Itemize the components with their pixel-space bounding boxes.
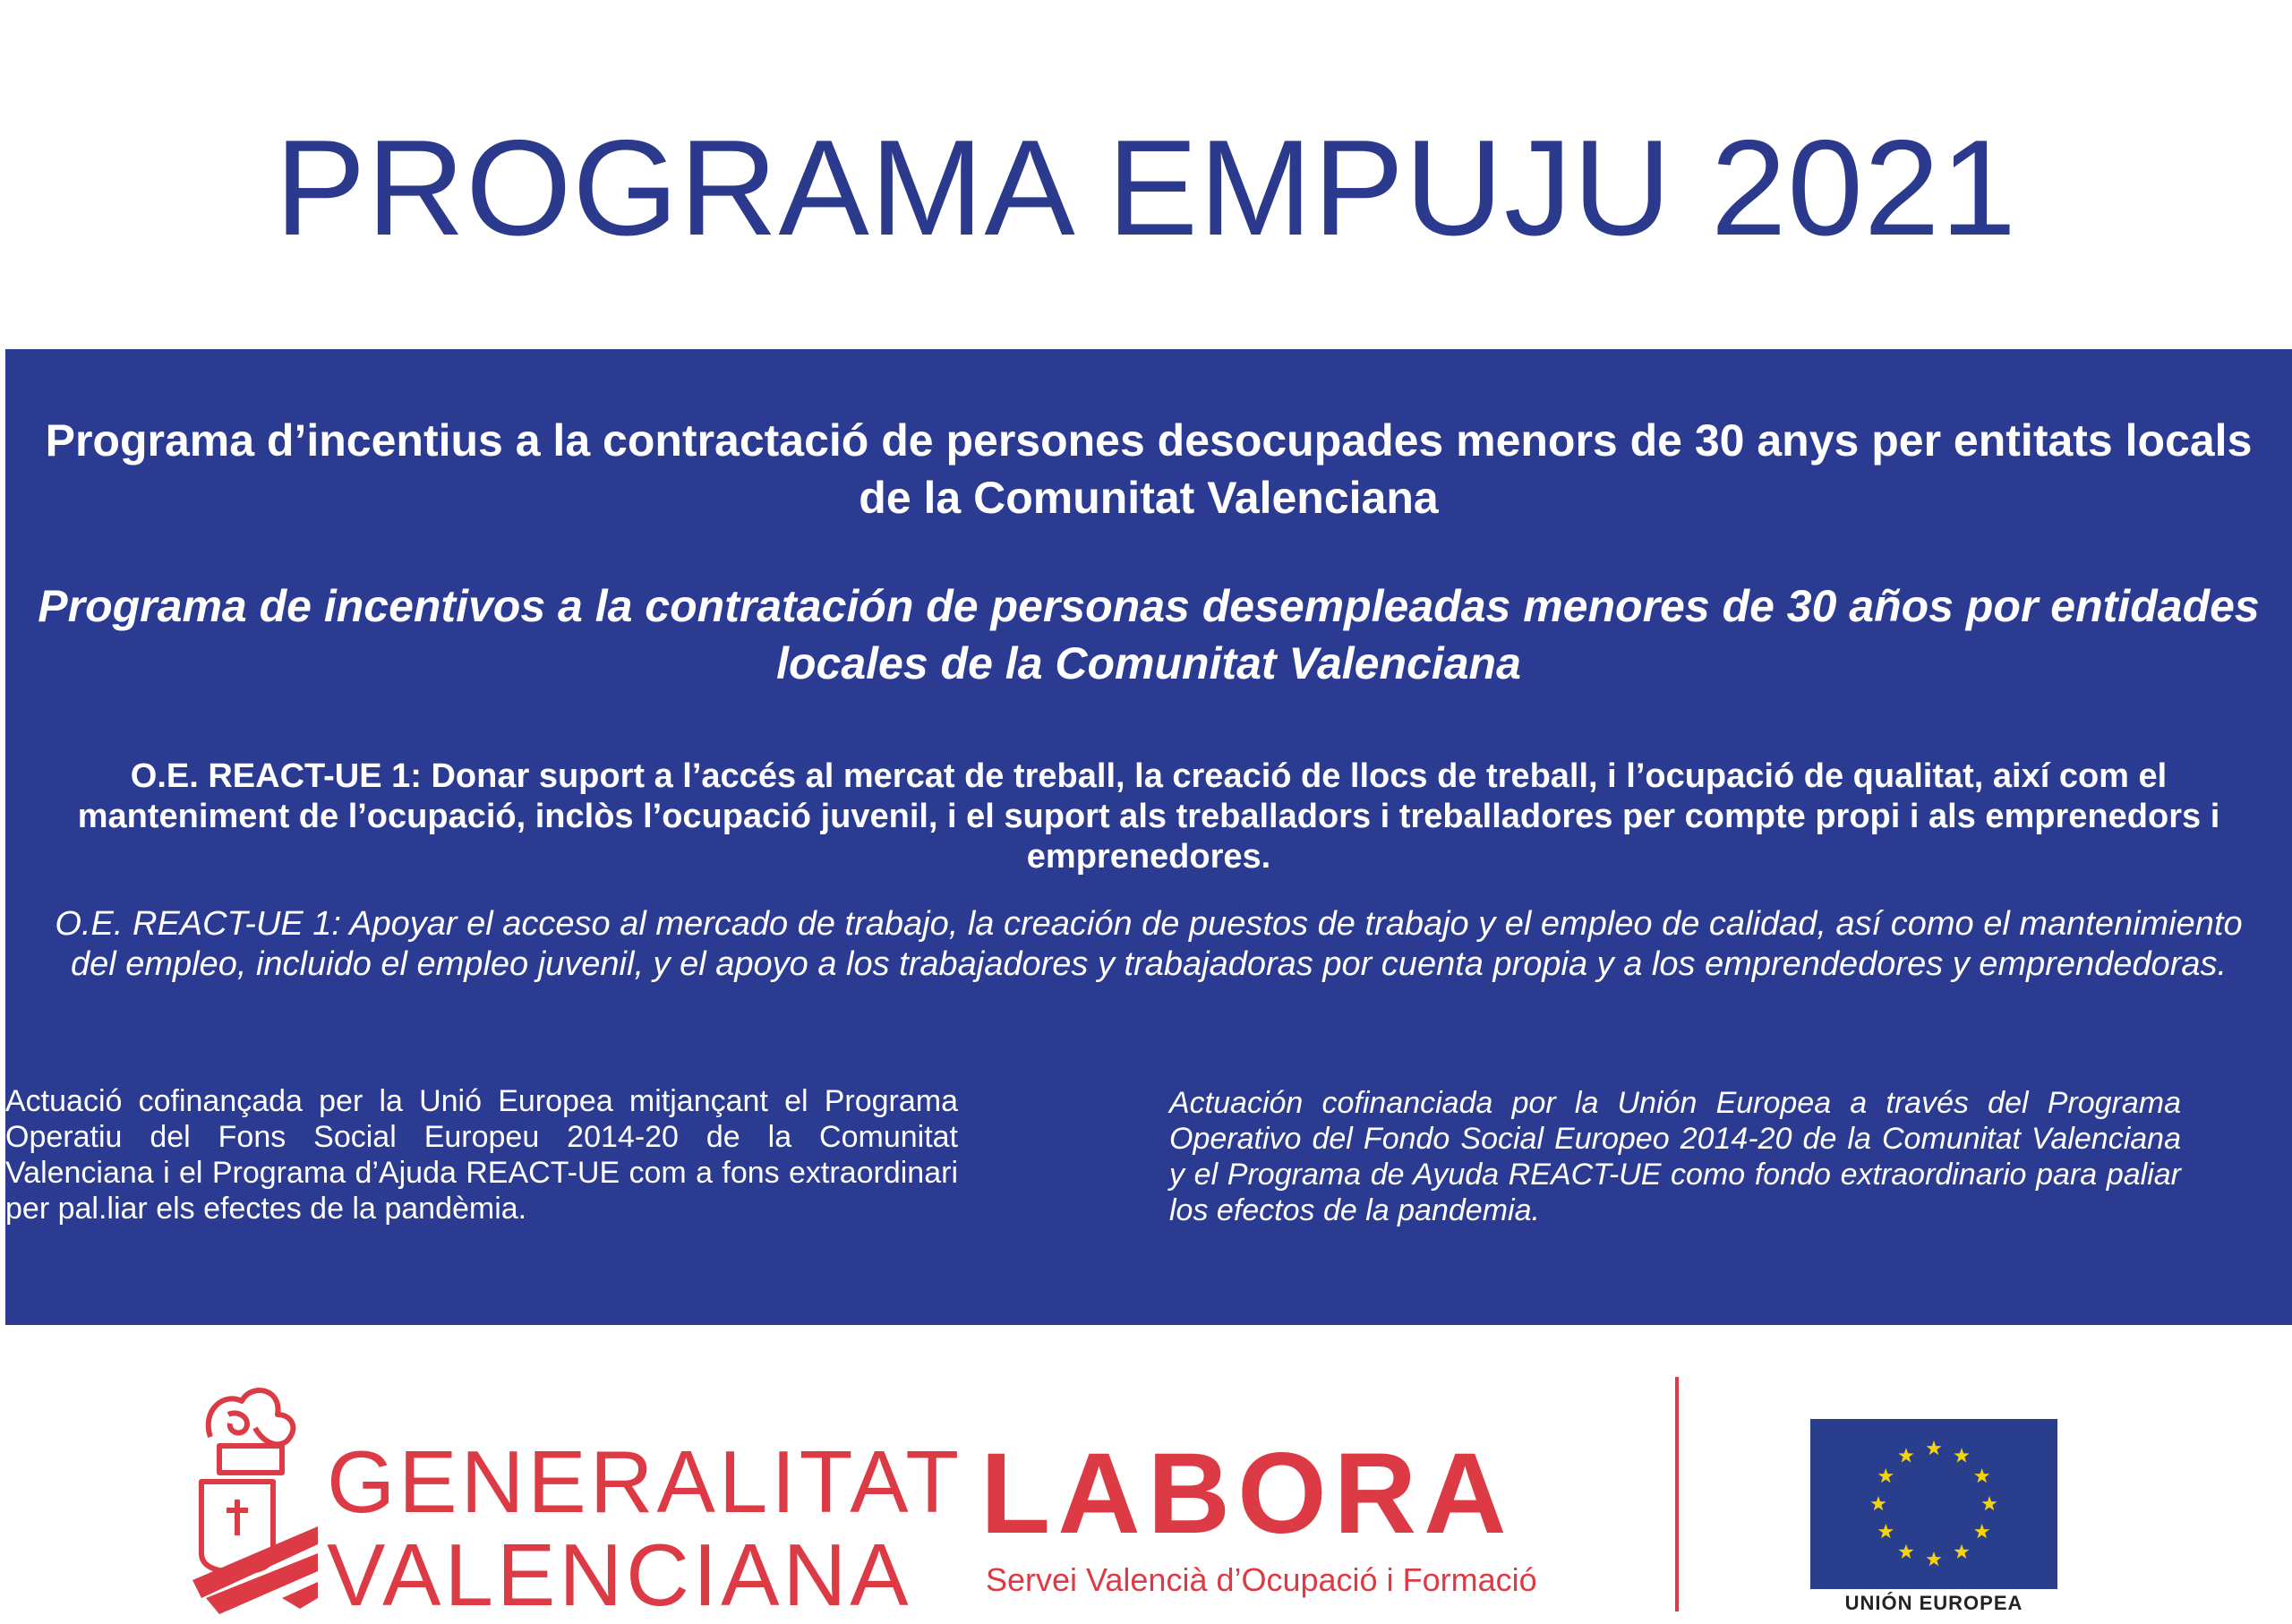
generalitat-line-1: GENERALITAT (327, 1432, 963, 1531)
eu-flag-icon (1810, 1419, 2057, 1589)
generalitat-wordmark (327, 1432, 963, 1624)
objective-spanish: O.E. REACT-UE 1: Apoyar el acceso al mercado de trabajo, la creación de puestos de trabajo y el empleo de calidad, así como el mantenimiento del empleo, incluido el empleo juvenil, y el apoyo a los trabajadores y trabajadoras por cuenta propia y a los emprendedores y emprendedoras. (55, 905, 2243, 983)
generalitat-emblem-icon (175, 1374, 318, 1616)
page-title: PROGRAMA EMPUJU 2021 (275, 112, 2017, 264)
labora-wordmark: LABORA (980, 1430, 1514, 1558)
heading-valencian: Programa d’incentius a la contractació de persones desocupades menors de 30 anys per entitats locals de la Comunitat Valenciana (45, 415, 2253, 523)
eu-label: UNIÓN EUROPEA (1844, 1592, 2023, 1614)
eu-logo (1810, 1419, 2061, 1620)
labora-subtitle: Servei Valencià d’Ocupació i Formació (986, 1561, 1537, 1598)
cofinancing-valencian: Actuació cofinançada per la Unió Europea mitjançant el Programa Operatiu del Fons Social Europeu 2014-20 de la Comunitat Valenciana i el Programa d’Ajuda REACT-UE com a fons extraordinari per pal.liar els efectes de la pandèmia. (5, 1084, 958, 1226)
heading-spanish: Programa de incentivos a la contratación de personas desempleadas menores de 30 años por entidades locales de la Comunitat Valenciana (38, 581, 2260, 688)
labora-logo (980, 1430, 1571, 1598)
logo-divider (1675, 1377, 1679, 1611)
generalitat-logo (175, 1374, 963, 1624)
generalitat-line-2: VALENCIANA (327, 1526, 912, 1624)
info-panel (5, 349, 2292, 1325)
objective-valencian: O.E. REACT-UE 1: Donar suport a l’accés al mercat de treball, la creació de llocs de treball, i l’ocupació de qualitat, així com el manteniment de l’ocupació, inclòs l’ocupació juvenil, i el suport als treballadors i treballadores per compte propi i als emprenedors i emprenedores. (77, 757, 2220, 876)
cofinancing-spanish: Actuación cofinanciada por la Unión Europea a través del Programa Operativo del Fondo Social Europeo 2014-20 de la Comunitat Valenciana y el Programa de Ayuda REACT-UE como fondo extraordinario para paliar los efectos de la pandemia. (1169, 1086, 2181, 1227)
